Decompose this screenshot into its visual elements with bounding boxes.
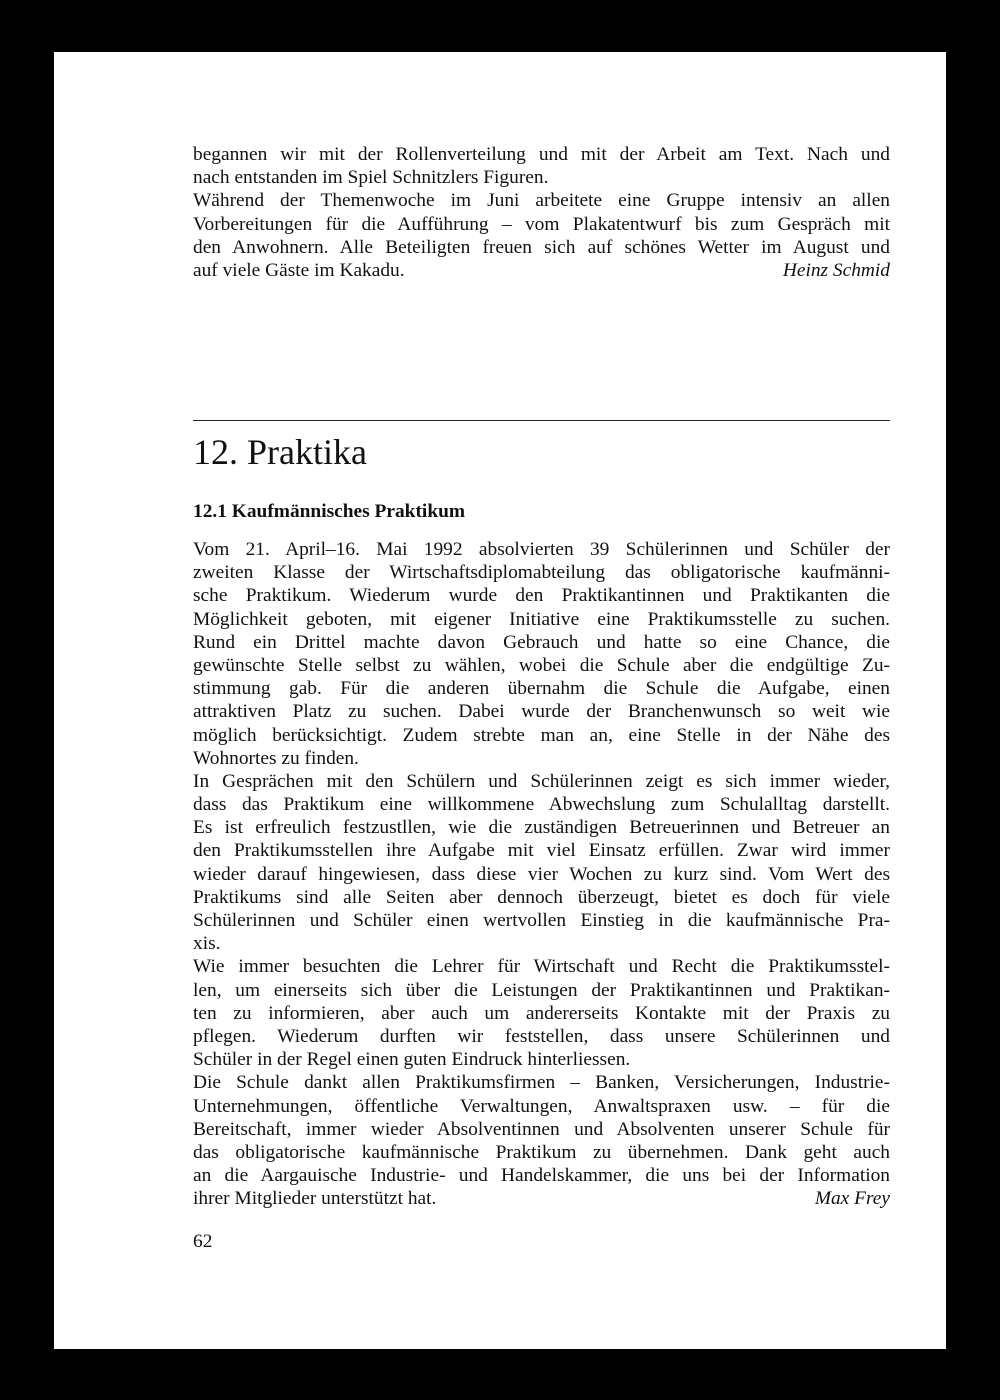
text-line: Bereitschaft, immer wieder Absolventinnen und Absolventen unserer Schule für <box>193 1118 890 1140</box>
text-line: gewünschte Stelle selbst zu wählen, wobei die Schule aber die endgültige Zu- <box>193 654 890 676</box>
text-line: Schülerinnen und Schüler einen wertvollen Einstieg in die kaufmännische Pra- <box>193 910 890 931</box>
text-line: In Gesprächen mit den Schülern und Schülerinnen zeigt es sich immer wieder, <box>193 770 890 792</box>
text-line: attraktiven Platz zu suchen. Dabei wurde der Branchenwunsch so weit wie <box>193 701 890 723</box>
intro-text <box>193 143 890 282</box>
text-line: möglich berücksichtigt. Zudem strebte man an, eine Stelle in der Nähe des <box>193 724 890 746</box>
text-line: Praktikums sind alle Seiten aber dennoch überzeugt, bietet es doch für viele <box>193 886 890 908</box>
text-line: Wie immer besuchten die Lehrer für Wirtschaft und Recht die Praktikumsstel- <box>193 956 890 978</box>
text-line: Unternehmungen, öffentliche Verwaltungen, Anwaltspraxen usw. – für die <box>193 1095 890 1117</box>
text-line: wieder darauf hingewiesen, dass diese vier Wochen zu kurz sind. Vom Wert des <box>193 863 890 885</box>
text-line: xis. <box>193 933 221 955</box>
text-line: sche Praktikum. Wiederum wurde den Praktikantinnen und Praktikanten die <box>193 585 890 607</box>
text-line: Die Schule dankt allen Praktikumsfirmen – Banken, Versicherungen, Industrie- <box>193 1072 890 1094</box>
text-line: den Praktikumsstellen ihre Aufgabe mit viel Einsatz erfüllen. Zwar wird immer <box>193 840 890 862</box>
section-author: Max Frey <box>814 1188 890 1210</box>
text-line: Während der Themenwoche im Juni arbeitete eine Gruppe intensiv an allen <box>193 190 890 212</box>
section-title: 12.1 Kaufmännisches Praktikum <box>193 501 466 522</box>
text-line: dass das Praktikum eine willkommene Abwechslung zum Schulalltag darstellt. <box>193 794 890 816</box>
text-line: nach entstanden im Spiel Schnitzlers Figuren. <box>193 167 549 189</box>
text-line: ten zu informieren, aber auch um andererseits Kontakte mit der Praxis zu <box>193 1002 890 1024</box>
text-line: ihrer Mitglieder unterstützt hat. <box>193 1188 437 1210</box>
text-line: stimmung gab. Für die anderen übernahm die Schule die Aufgabe, einen <box>193 678 890 700</box>
text-line: zweiten Klasse der Wirtschaftsdiplomabteilung das obligatorische kaufmänni- <box>193 562 890 584</box>
chapter-title: 12. Praktika <box>193 432 367 472</box>
text-line: Rund ein Drittel machte davon Gebrauch und hatte so eine Chance, die <box>193 631 890 653</box>
text-line: Vom 21. April–16. Mai 1992 absolvierten 39 Schülerinnen und Schüler der <box>193 539 890 560</box>
section-last-line <box>193 1187 890 1210</box>
text-line: Möglichkeit geboten, mit eigener Initiative eine Praktikumsstelle zu suchen. <box>193 608 890 630</box>
text-line: Es ist erfreulich festzustllen, wie die zuständigen Betreuerinnen und Betreuer an <box>193 817 890 839</box>
page-number: 62 <box>193 1231 213 1252</box>
text-line: Schüler in der Regel einen guten Eindruck hinterliessen. <box>193 1049 631 1071</box>
text-line: an die Aargauische Industrie- und Handelskammer, die uns bei der Information <box>193 1165 890 1187</box>
section-text <box>193 538 890 1210</box>
text-line: pflegen. Wiederum durften wir feststellen, dass unsere Schülerinnen und <box>193 1025 890 1047</box>
text-line: Vorbereitungen für die Aufführung – vom Plakatentwurf bis zum Gespräch mit <box>193 213 890 235</box>
intro-last-line <box>193 259 890 282</box>
text-line: len, um einerseits sich über die Leistungen der Praktikantinnen und Praktikan- <box>193 979 890 1001</box>
text-line: Wohnortes zu finden. <box>193 747 359 769</box>
text-line: auf viele Gäste im Kakadu. <box>193 259 405 281</box>
text-line: das obligatorische kaufmännische Praktikum zu übernehmen. Dank geht auch <box>193 1141 890 1163</box>
text-line: den Anwohnern. Alle Beteiligten freuen sich auf schönes Wetter im August und <box>193 236 890 258</box>
text-line: begannen wir mit der Rollenverteilung und mit der Arbeit am Text. Nach und <box>193 144 890 165</box>
intro-author: Heinz Schmid <box>782 259 890 281</box>
chapter-divider <box>193 420 890 421</box>
